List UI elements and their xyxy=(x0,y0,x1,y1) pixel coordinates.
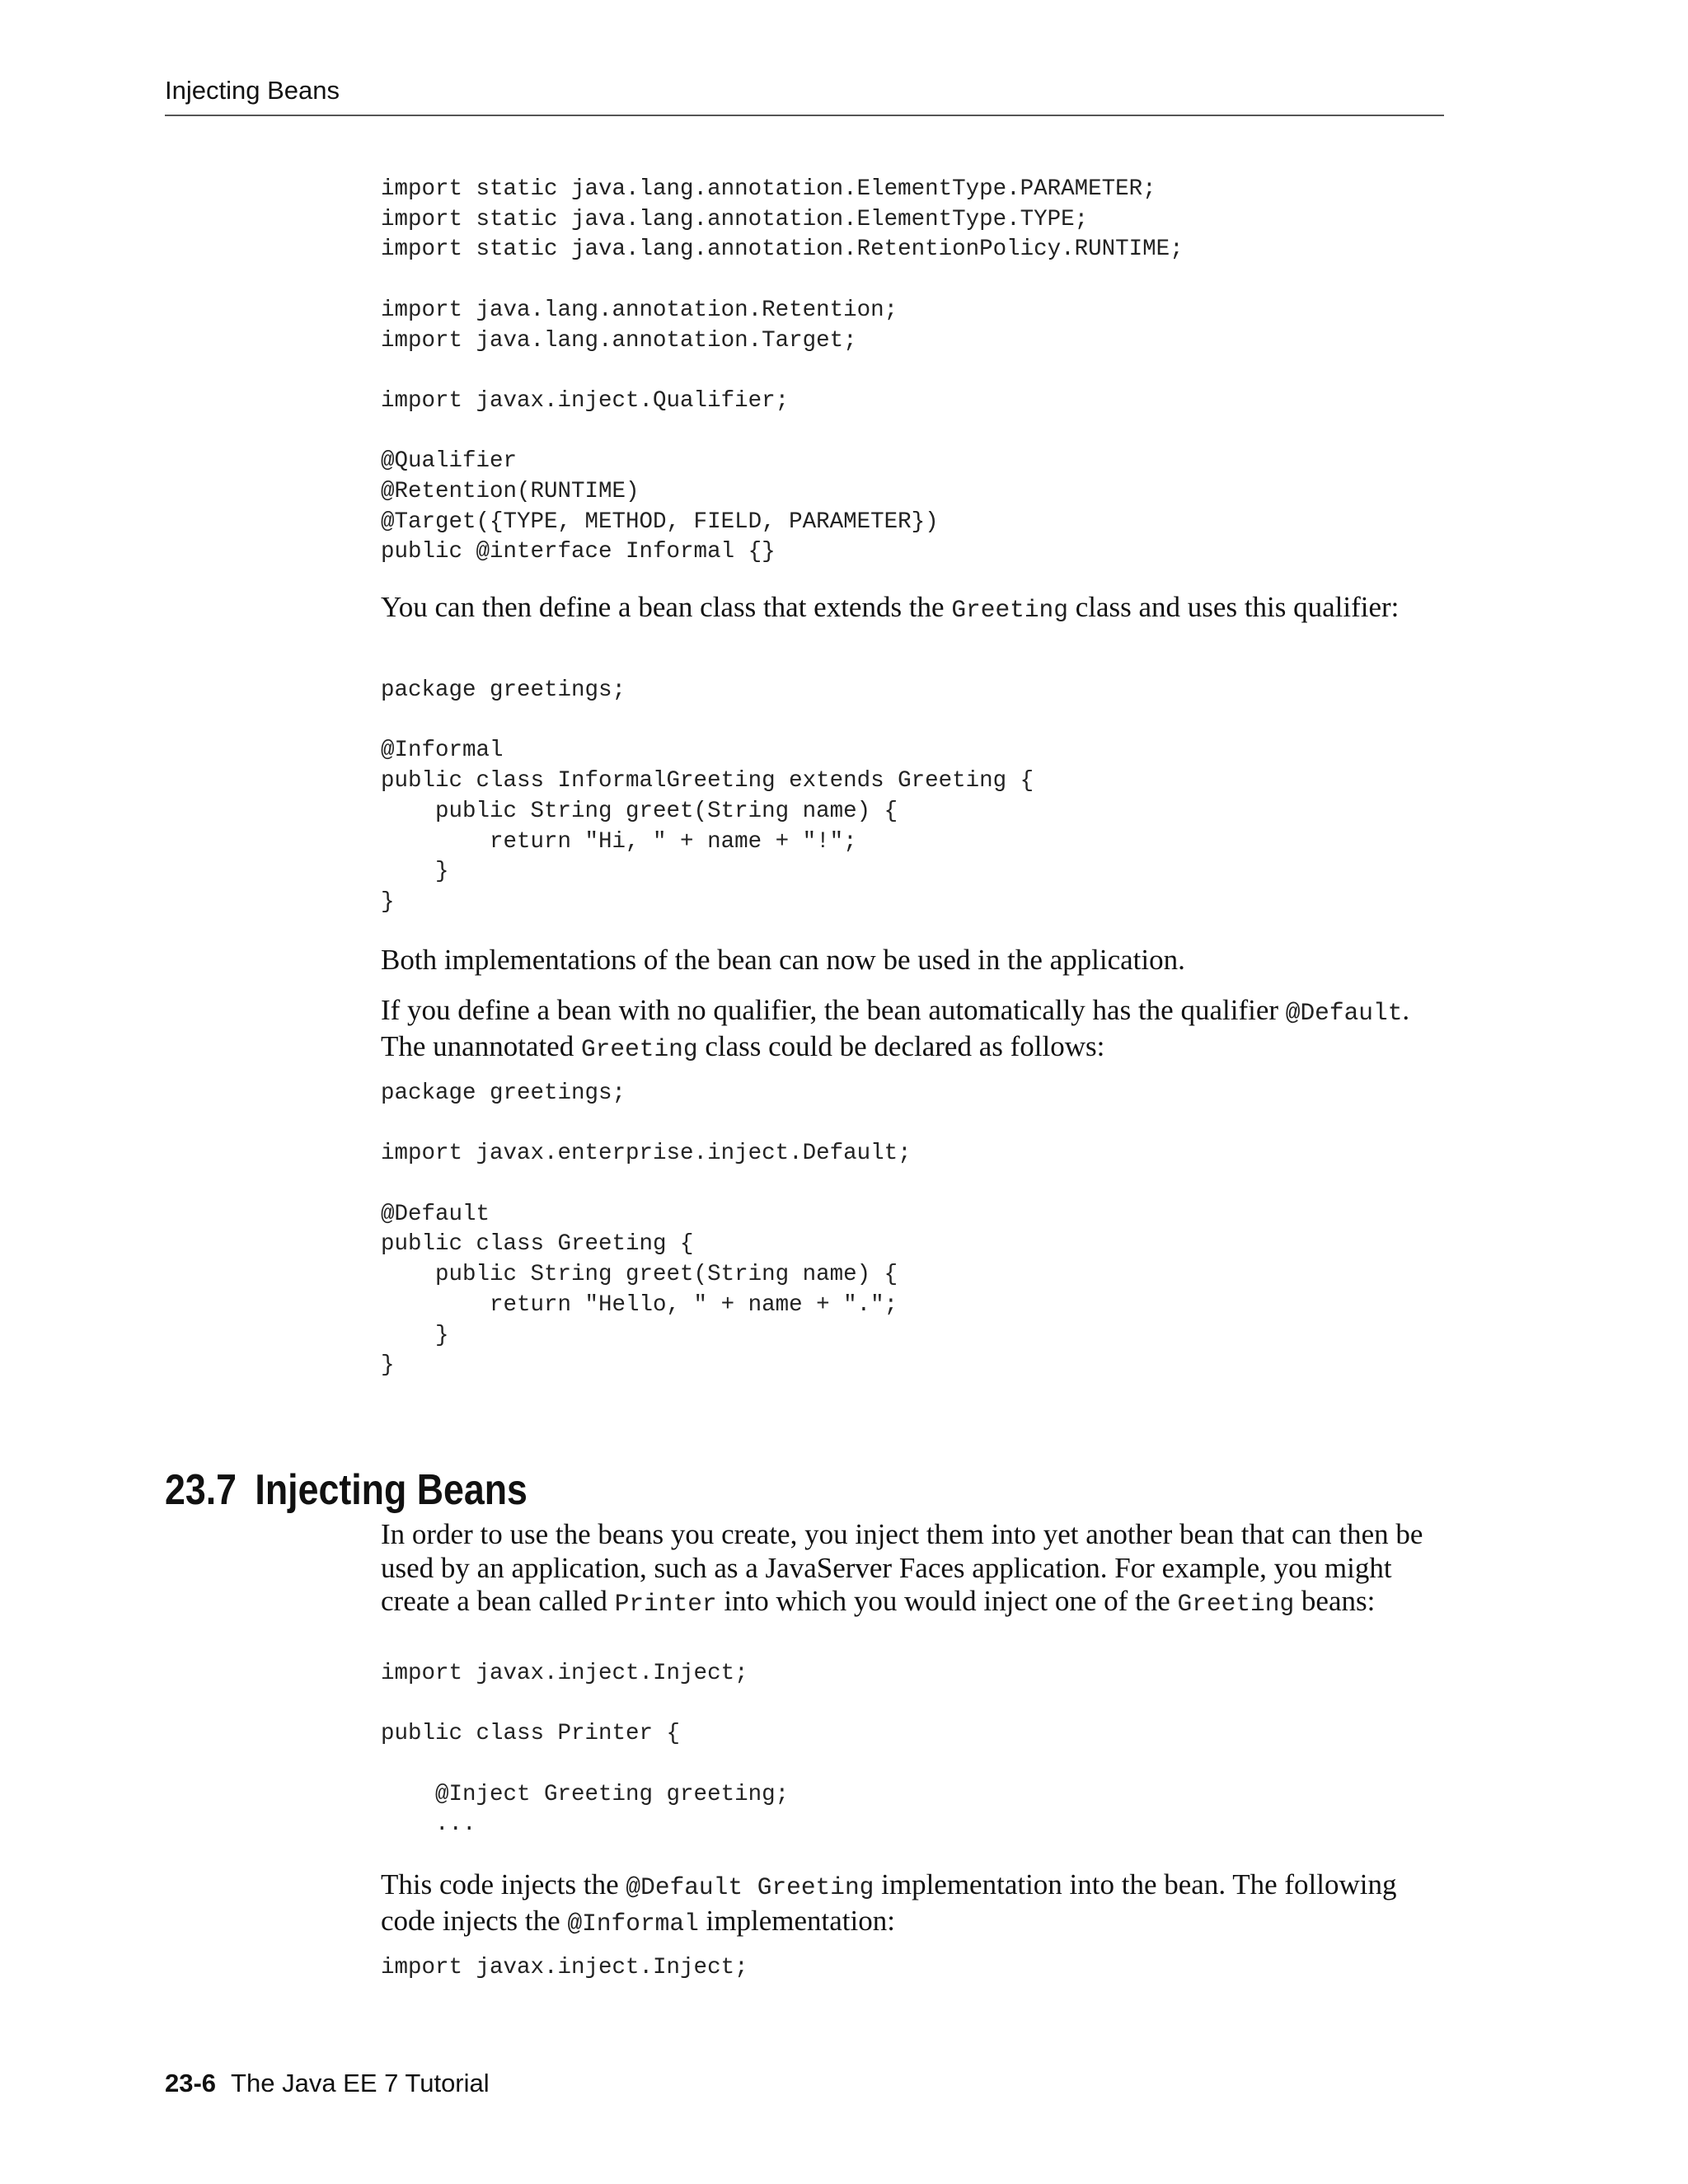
code-line: @Default xyxy=(381,1201,490,1227)
paragraph xyxy=(381,1518,1444,1621)
code-line: return "Hello, " + name + "."; xyxy=(381,1291,898,1318)
code-line xyxy=(381,1750,1444,1780)
text-run: If you define a bean with no qualifier, the bean automatically has the qualifier xyxy=(381,994,1286,1026)
code-listing xyxy=(381,1659,1444,1840)
page-number: 23-6 xyxy=(165,2069,217,2097)
inline-code: Printer xyxy=(614,1590,717,1618)
section-title: Injecting Beans xyxy=(255,1466,528,1514)
paragraph-injecting xyxy=(381,1518,1444,1621)
code-line xyxy=(381,356,1444,387)
code-line xyxy=(381,417,1444,448)
code-listing xyxy=(381,676,1444,918)
text-run: This code injects the xyxy=(381,1868,626,1900)
code-line: public class Printer { xyxy=(381,1721,681,1747)
section-heading xyxy=(165,1465,528,1515)
text-run: beans: xyxy=(1294,1585,1376,1617)
code-line: import javax.inject.Inject; xyxy=(381,1955,748,1980)
paragraph-default-qualifier xyxy=(381,994,1444,1066)
code-line xyxy=(381,265,1444,296)
book-title: The Java EE 7 Tutorial xyxy=(231,2069,490,2097)
code-line: import static java.lang.annotation.RetentionPolicy.RUNTIME; xyxy=(381,237,1184,263)
paragraph-injects-default xyxy=(381,1868,1444,1940)
code-block-qualifier xyxy=(381,175,1444,568)
text-run: into which you would inject one of the xyxy=(716,1585,1178,1617)
code-block-informal-greeting xyxy=(381,676,1444,918)
code-line: import javax.enterprise.inject.Default; xyxy=(381,1141,912,1167)
code-line: @Informal xyxy=(381,738,504,764)
code-listing xyxy=(381,175,1444,568)
paragraph xyxy=(381,1868,1444,1940)
text-run: In order to use the beans you create, you inject them into yet another bean that can then be used by an application, such as a JavaServer Faces application. For example, you might create a bean called xyxy=(381,1518,1423,1617)
text-run: implementation into the bean. The following code injects the xyxy=(381,1868,1397,1937)
code-line: import javax.inject.Inject; xyxy=(381,1661,748,1686)
text-run: class could be declared as follows: xyxy=(697,1029,1105,1062)
header-rule xyxy=(165,115,1444,116)
paragraph-define-bean xyxy=(381,591,1444,627)
code-line: import java.lang.annotation.Target; xyxy=(381,327,857,354)
code-line: package greetings; xyxy=(381,1080,626,1106)
paragraph-both-implementations xyxy=(381,944,1444,977)
inline-code: @Default Greeting xyxy=(626,1873,874,1901)
code-line: public String greet(String name) { xyxy=(381,798,898,824)
code-line: } xyxy=(381,859,449,885)
code-block-greeting xyxy=(381,1079,1444,1381)
code-line xyxy=(381,706,1444,737)
code-line: import static java.lang.annotation.ElementType.PARAMETER; xyxy=(381,176,1156,202)
code-line: } xyxy=(381,1352,395,1379)
code-line: @Target({TYPE, METHOD, FIELD, PARAMETER}) xyxy=(381,509,939,535)
inline-code: @Informal xyxy=(567,1909,699,1938)
section-number: 23.7 xyxy=(165,1466,237,1514)
code-line: @Qualifier xyxy=(381,448,518,475)
code-line: } xyxy=(381,888,395,915)
page-footer xyxy=(165,2069,490,2098)
code-line xyxy=(381,1690,1444,1720)
inline-code: Greeting xyxy=(580,1034,698,1063)
paragraph: Both implementations of the bean can now be used in the application. xyxy=(381,944,1185,976)
running-header: Injecting Beans xyxy=(165,76,340,105)
text-run: . The unannotated xyxy=(381,994,1410,1062)
paragraph xyxy=(381,591,1444,627)
inline-code: Greeting xyxy=(1177,1590,1295,1618)
inline-code: Greeting xyxy=(951,596,1068,624)
code-block-printer xyxy=(381,1659,1444,1840)
code-line: public class Greeting { xyxy=(381,1231,694,1258)
inline-code: @Default xyxy=(1285,999,1403,1027)
code-line xyxy=(381,1169,1444,1200)
code-line: import java.lang.annotation.Retention; xyxy=(381,297,898,323)
code-listing xyxy=(381,1953,1444,1984)
text-run: You can then define a bean class that extends the xyxy=(381,591,952,623)
code-line xyxy=(381,1109,1444,1140)
code-line: @Inject Greeting greeting; xyxy=(381,1781,790,1807)
code-line: public String greet(String name) { xyxy=(381,1262,898,1288)
code-line: return "Hi, " + name + "!"; xyxy=(381,828,857,855)
text-run: class and uses this qualifier: xyxy=(1067,591,1400,623)
paragraph xyxy=(381,994,1444,1066)
code-line: } xyxy=(381,1322,449,1348)
code-line: ... xyxy=(381,1811,476,1838)
code-line: @Retention(RUNTIME) xyxy=(381,478,640,504)
code-line: public @interface Informal {} xyxy=(381,539,776,565)
code-line: public class InformalGreeting extends Greeting { xyxy=(381,768,1034,794)
code-line: import javax.inject.Qualifier; xyxy=(381,387,790,414)
text-run: implementation: xyxy=(698,1904,895,1937)
code-block-import-inject xyxy=(381,1953,1444,1984)
code-line: import static java.lang.annotation.ElementType.TYPE; xyxy=(381,206,1089,232)
code-line: package greetings; xyxy=(381,677,626,703)
code-listing xyxy=(381,1079,1444,1381)
